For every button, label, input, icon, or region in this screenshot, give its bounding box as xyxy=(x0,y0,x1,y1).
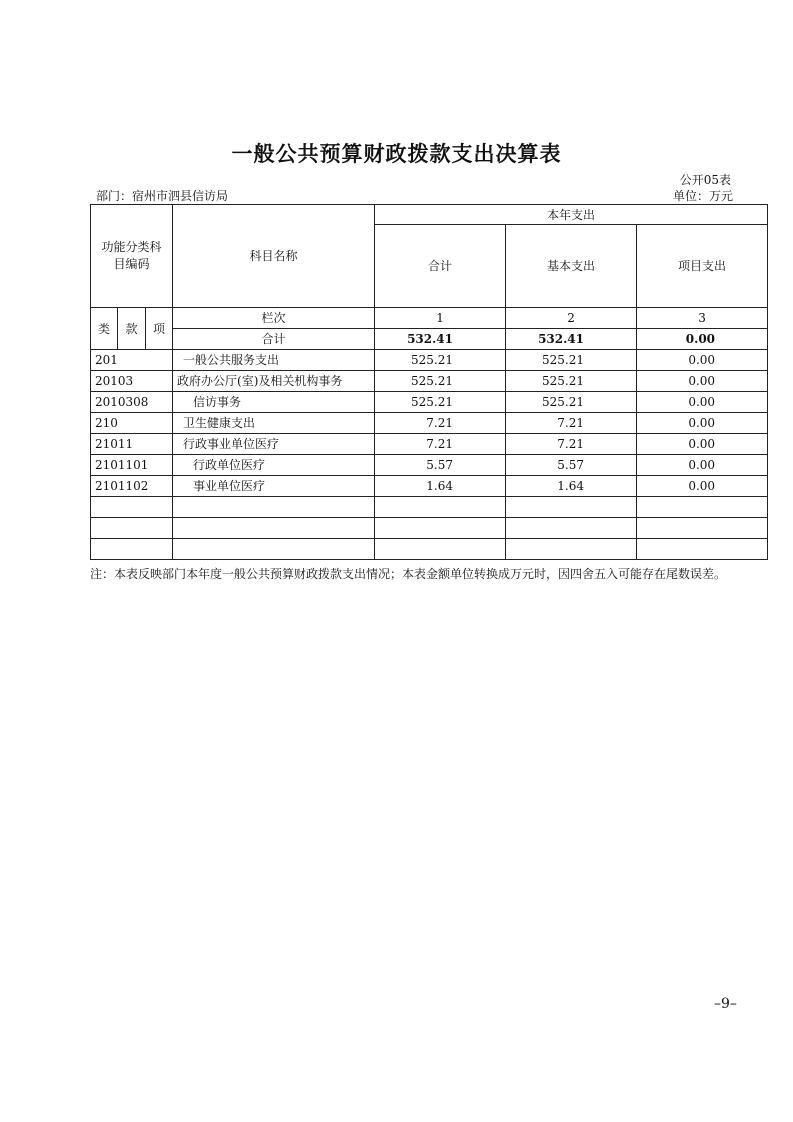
form-number: 公开05表 xyxy=(679,173,731,187)
header-lanci: 栏次 xyxy=(173,308,375,329)
table-row xyxy=(91,455,768,476)
table-row xyxy=(91,413,768,434)
row-name: 行政事业单位医疗 xyxy=(173,434,375,455)
row-basic: 5.57 xyxy=(506,455,637,476)
department-label: 部门：宿州市泗县信访局 xyxy=(96,189,229,203)
row-project: 0.00 xyxy=(637,434,768,455)
row-basic: 525.21 xyxy=(506,350,637,371)
header-total: 合计 xyxy=(375,225,506,308)
row-name: 卫生健康支出 xyxy=(173,413,375,434)
empty-row xyxy=(91,518,768,539)
row-code: 2010308 xyxy=(91,392,173,413)
row-name: 信访事务 xyxy=(173,392,375,413)
header-row-3 xyxy=(91,308,768,329)
row-total: 5.57 xyxy=(375,455,506,476)
row-code: 21011 xyxy=(91,434,173,455)
header-basic: 基本支出 xyxy=(506,225,637,308)
row-name: 一般公共服务支出 xyxy=(173,350,375,371)
row-total: 525.21 xyxy=(375,350,506,371)
header-row-1 xyxy=(91,205,768,225)
total-basic: 532.41 xyxy=(506,329,637,350)
row-basic: 7.21 xyxy=(506,413,637,434)
row-basic: 1.64 xyxy=(506,476,637,497)
row-project: 0.00 xyxy=(637,455,768,476)
row-total: 525.21 xyxy=(375,371,506,392)
table-row xyxy=(91,371,768,392)
unit-label: 单位：万元 xyxy=(672,189,733,203)
total-total: 532.41 xyxy=(375,329,506,350)
header-year-expense: 本年支出 xyxy=(375,205,768,225)
row-basic: 525.21 xyxy=(506,371,637,392)
table-row xyxy=(91,350,768,371)
row-name: 事业单位医疗 xyxy=(173,476,375,497)
row-code: 210 xyxy=(91,413,173,434)
row-project: 0.00 xyxy=(637,392,768,413)
header-xiang: 项 xyxy=(146,308,173,350)
row-total: 7.21 xyxy=(375,413,506,434)
header-kuan: 款 xyxy=(118,308,146,350)
page-number: –9– xyxy=(714,996,737,1012)
row-total: 525.21 xyxy=(375,392,506,413)
header-subject-name: 科目名称 xyxy=(173,205,375,308)
table-row xyxy=(91,476,768,497)
table-row xyxy=(91,392,768,413)
row-code: 201 xyxy=(91,350,173,371)
empty-row xyxy=(91,539,768,560)
page-title: 一般公共预算财政拨款支出决算表 xyxy=(231,141,562,166)
total-row xyxy=(91,329,768,350)
row-total: 7.21 xyxy=(375,434,506,455)
header-project: 项目支出 xyxy=(637,225,768,308)
header-col1: 1 xyxy=(375,308,506,329)
row-project: 0.00 xyxy=(637,413,768,434)
empty-row xyxy=(91,497,768,518)
row-name: 政府办公厅(室)及相关机构事务 xyxy=(173,371,375,392)
row-code: 2101102 xyxy=(91,476,173,497)
expense-table xyxy=(90,204,768,560)
row-total: 1.64 xyxy=(375,476,506,497)
row-name: 行政单位医疗 xyxy=(173,455,375,476)
total-label: 合计 xyxy=(173,329,375,350)
header-lei: 类 xyxy=(91,308,118,350)
header-func-code: 功能分类科目编码 xyxy=(91,205,173,308)
row-code: 20103 xyxy=(91,371,173,392)
total-project: 0.00 xyxy=(637,329,768,350)
table-row xyxy=(91,434,768,455)
row-basic: 525.21 xyxy=(506,392,637,413)
table-note: 注：本表反映部门本年度一般公共预算财政拨款支出情况；本表金额单位转换成万元时，因四舍五入可能存在尾数误差。 xyxy=(90,567,727,581)
row-project: 0.00 xyxy=(637,371,768,392)
row-project: 0.00 xyxy=(637,350,768,371)
row-project: 0.00 xyxy=(637,476,768,497)
header-col3: 3 xyxy=(637,308,768,329)
header-col2: 2 xyxy=(506,308,637,329)
row-code: 2101101 xyxy=(91,455,173,476)
row-basic: 7.21 xyxy=(506,434,637,455)
